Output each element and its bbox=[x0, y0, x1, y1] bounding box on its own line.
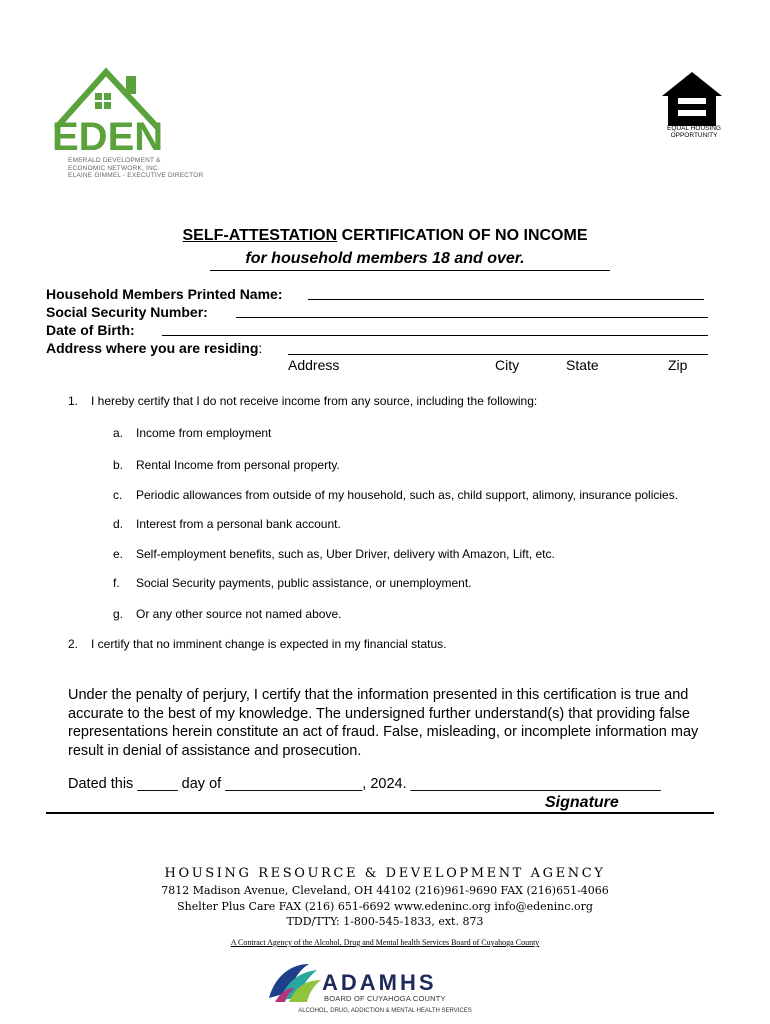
subitem-letter: d. bbox=[113, 517, 124, 531]
address-field[interactable] bbox=[288, 354, 708, 355]
title-underline bbox=[210, 270, 610, 271]
item-2-number: 2. bbox=[68, 637, 79, 651]
address-label: Address where you are residing: bbox=[46, 340, 263, 356]
ssn-label: Social Security Number: bbox=[46, 304, 208, 320]
subitem-letter: a. bbox=[113, 426, 124, 440]
subitem-text: Rental Income from personal property. bbox=[136, 458, 340, 472]
subitem-letter: g. bbox=[113, 607, 124, 621]
subitem-text: Self-employment benefits, such as, Uber Driver, delivery with Amazon, Lift, etc. bbox=[136, 547, 555, 561]
agency-tdd: TDD/TTY: 1-800-545-1833, ext. 873 bbox=[286, 915, 484, 928]
subitem-letter: f. bbox=[113, 576, 120, 590]
adamhs-tagline: ALCOHOL, DRUG, ADDICTION & MENTAL HEALTH SERVICES bbox=[298, 1008, 472, 1014]
equal-housing-text: EQUAL HOUSING OPPORTUNITY bbox=[667, 125, 721, 139]
address-part-city: City bbox=[495, 357, 520, 373]
name-field[interactable] bbox=[308, 299, 704, 300]
signature-rule bbox=[46, 812, 714, 814]
address-part-labels bbox=[0, 357, 770, 375]
agency-shelter-contact: Shelter Plus Care FAX (216) 651-6692 www.edeninc.org info@edeninc.org bbox=[177, 900, 593, 913]
adamhs-wordmark: ADAMHS bbox=[322, 970, 437, 995]
eden-logo-wordmark: EDEN bbox=[52, 115, 164, 159]
contract-agency-note: A Contract Agency of the Alcohol, Drug and Mental health Services Board of Cuyahoga County bbox=[230, 938, 540, 947]
subitem-text: Social Security payments, public assistance, or unemployment. bbox=[136, 576, 472, 590]
agency-address: 7812 Madison Avenue, Cleveland, OH 44102 (216)961-9690 FAX (216)651-4066 bbox=[161, 884, 609, 897]
signature-label: Signature bbox=[545, 794, 619, 811]
agency-name: HOUSING RESOURCE & DEVELOPMENT AGENCY bbox=[164, 866, 606, 881]
address-part-state: State bbox=[566, 357, 599, 373]
subitem-letter: b. bbox=[113, 458, 124, 472]
dated-line[interactable]: Dated this _____ day of _________________, 2024. _______________________________ bbox=[68, 776, 661, 792]
dob-label: Date of Birth: bbox=[46, 322, 135, 338]
subitem-text: Periodic allowances from outside of my household, such as, child support, alimony, insurance policies. bbox=[136, 488, 679, 502]
name-label: Household Members Printed Name: bbox=[46, 286, 283, 302]
subitem-text: Interest from a personal bank account. bbox=[136, 517, 341, 531]
adamhs-board-text: BOARD OF CUYAHOGA COUNTY bbox=[324, 994, 446, 1003]
subitem-letter: c. bbox=[113, 488, 123, 502]
subitem-text: Or any other source not named above. bbox=[136, 607, 342, 621]
address-part-zip: Zip bbox=[668, 357, 688, 373]
subitem-letter: e. bbox=[113, 547, 124, 561]
ssn-field[interactable] bbox=[236, 317, 708, 318]
item-1-text: I hereby certify that I do not receive income from any source, including the following: bbox=[91, 394, 538, 408]
adamhs-logo-icon bbox=[265, 958, 327, 1006]
equal-housing-opportunity-icon bbox=[660, 70, 724, 128]
subitem-text: Income from employment bbox=[136, 426, 272, 440]
item-1-number: 1. bbox=[68, 394, 79, 408]
eden-logo-subtext: EMERALD DEVELOPMENT & ECONOMIC NETWORK, INC. ELAINE GIMMEL - EXECUTIVE DIRECTOR bbox=[68, 157, 204, 179]
item-2-text: I certify that no imminent change is expected in my financial status. bbox=[91, 637, 447, 651]
address-part-address: Address bbox=[288, 357, 340, 373]
form-title: SELF-ATTESTATION CERTIFICATION OF NO INCOME bbox=[182, 227, 588, 244]
dob-field[interactable] bbox=[162, 335, 708, 336]
penalty-paragraph: Under the penalty of perjury, I certify that the information presented in this certification is true and accurate to the best of my knowledge. The undersigned further understand(s) that providing false representations herein constitute an act of fraud. False, misleading, or incomplete information may result in denial of assistance and prosecution. bbox=[68, 687, 699, 759]
form-subtitle: for household members 18 and over. bbox=[245, 250, 525, 267]
